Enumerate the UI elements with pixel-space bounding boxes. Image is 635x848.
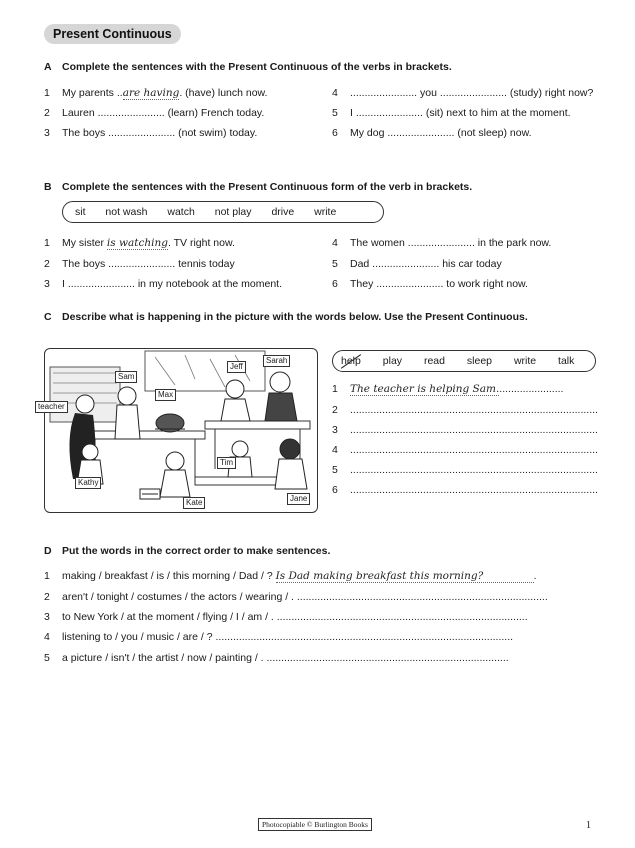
section-b-item-3 [44,278,282,290]
section-c-heading [44,311,528,323]
section-b-letter: B [44,181,52,193]
item-text: aren't / tonight / costumes / the actors / wearing / . ...................................................................................... [62,591,548,603]
item-number: 1 [44,237,50,249]
section-a-heading [44,61,452,73]
section-d-item-1 [44,570,537,583]
word-box-item: talk [558,355,575,367]
picture-label-jane: Jane [287,493,310,505]
picture-label-kathy: Kathy [75,477,101,489]
item-text: to New York / at the moment / flying / I / am / . ...................................................................................... [62,611,528,623]
section-d-item-5 [44,652,509,664]
section-d-item-3 [44,611,528,623]
section-b-heading [44,181,472,193]
item-text: My parents .. [62,87,123,99]
item-number: 3 [44,127,50,139]
section-d-heading [44,545,330,557]
item-number: 5 [332,464,338,476]
section-a-instruction: Complete the sentences with the Present Continuous of the verbs in brackets. [62,61,452,73]
section-a-item-4 [332,87,593,99]
item-number: 3 [332,424,338,436]
item-number: 3 [44,278,50,290]
section-c-letter: C [44,311,52,323]
item-text: . (have) lunch now. [179,87,268,99]
item-text: The boys ....................... (not swim) today. [62,127,258,139]
section-b-item-5 [332,258,502,270]
item-text: They ....................... to work right now. [350,278,528,290]
item-text: My sister [62,237,107,249]
item-number: 1 [332,383,338,395]
section-a-item-6 [332,127,532,139]
item-number: 5 [332,107,338,119]
photocopiable-notice: Photocopiable © Burlington Books [258,818,372,831]
word-box-item-crossed: help [341,351,361,371]
item-number: 4 [332,237,338,249]
word-box-item: drive [271,206,295,218]
item-text: ..................................................................................... [350,444,598,456]
section-a-item-2 [44,107,264,119]
item-text: ..................................................................................... [350,484,598,496]
section-b-instruction: Complete the sentences with the Present Continuous form of the verb in brackets. [62,181,473,193]
handwritten-answer: is watching [106,237,168,249]
section-b-item-1 [44,237,235,249]
classroom-illustration [38,348,318,513]
section-c-item-6 [332,484,598,496]
section-d-instruction: Put the words in the correct order to make sentences. [62,545,331,557]
section-d-item-2 [44,591,548,603]
page-number: 1 [586,820,591,831]
item-number: 3 [44,611,50,623]
item-number: 4 [44,631,50,643]
section-b-item-2 [44,258,235,270]
section-b-item-4 [332,237,551,249]
word-box-item: write [314,206,337,218]
item-text: ..................................................................................... [350,424,598,436]
item-number: 2 [44,107,50,119]
section-c-word-box [332,350,596,372]
item-text: ...................... [499,383,564,395]
word-box-item: watch [167,206,195,218]
picture-label-teacher: teacher [35,401,68,413]
item-number: 1 [44,570,50,582]
handwritten-answer: Is Dad making breakfast this morning? [276,570,534,583]
word-box-item: write [513,355,537,367]
item-text: ..................................................................................... [350,464,598,476]
item-text: Lauren ....................... (learn) French today. [62,107,265,119]
word-box-item: sleep [466,355,493,367]
word-box-item: not wash [105,206,148,218]
section-b-item-6 [332,278,528,290]
item-number: 2 [44,591,50,603]
picture-label-tim: Tim [217,457,236,469]
word-box-item: play [382,355,403,367]
item-text: I ....................... (sit) next to him at the moment. [350,107,571,119]
section-a-letter: A [44,61,52,73]
item-number: 6 [332,484,338,496]
item-text: . TV right now. [167,237,235,249]
section-c-instruction: Describe what is happening in the picture with the words below. Use the Present Continuous. [62,311,528,323]
item-text: a picture / isn't / the artist / now / painting / . ................................................................................... [62,652,509,664]
item-text: The women ....................... in the park now. [350,237,552,249]
word-box-item: sit [75,206,86,218]
item-number: 4 [332,87,338,99]
section-d-item-4 [44,631,513,643]
section-d-letter: D [44,545,52,557]
item-text: ..................................................................................... [350,404,598,416]
section-b-word-box [62,201,384,223]
page-title: Present Continuous [44,24,181,44]
section-a-item-3 [44,127,257,139]
item-text: listening to / you / music / are / ? ...................................................................................................... [62,631,514,643]
picture-label-sarah: Sarah [263,355,290,367]
item-number: 2 [44,258,50,270]
item-number: 5 [44,652,50,664]
section-a-item-5 [332,107,571,119]
item-text: My dog ....................... (not sleep) now. [350,127,532,139]
item-text: . [533,570,537,582]
picture-label-max: Max [155,389,176,401]
item-text: ....................... you ....................... (study) right now? [350,87,594,99]
picture-label-jeff: Jeff [227,361,246,373]
word-box-item: not play [214,206,252,218]
item-text: making / breakfast / is / this morning / Dad / ? [62,570,273,582]
item-number: 6 [332,127,338,139]
item-number: 4 [332,444,338,456]
section-c-item-2 [332,404,598,416]
item-number: 6 [332,278,338,290]
picture-label-sam: Sam [115,371,137,383]
section-a-item-1 [44,87,267,99]
section-c-item-3 [332,424,598,436]
handwritten-answer: are having [122,87,180,99]
word-box-item: read [423,355,445,367]
section-c-item-1 [332,383,563,395]
item-text: Dad ....................... his car today [350,258,502,270]
section-c-item-5 [332,464,598,476]
item-text: I ....................... in my notebook at the moment. [62,278,283,290]
item-number: 1 [44,87,50,99]
item-text: The boys ....................... tennis today [62,258,235,270]
item-number: 5 [332,258,338,270]
picture-label-kate: Kate [183,497,205,509]
handwritten-answer: The teacher is helping Sam. [350,383,500,395]
item-number: 2 [332,404,338,416]
section-c-item-4 [332,444,598,456]
